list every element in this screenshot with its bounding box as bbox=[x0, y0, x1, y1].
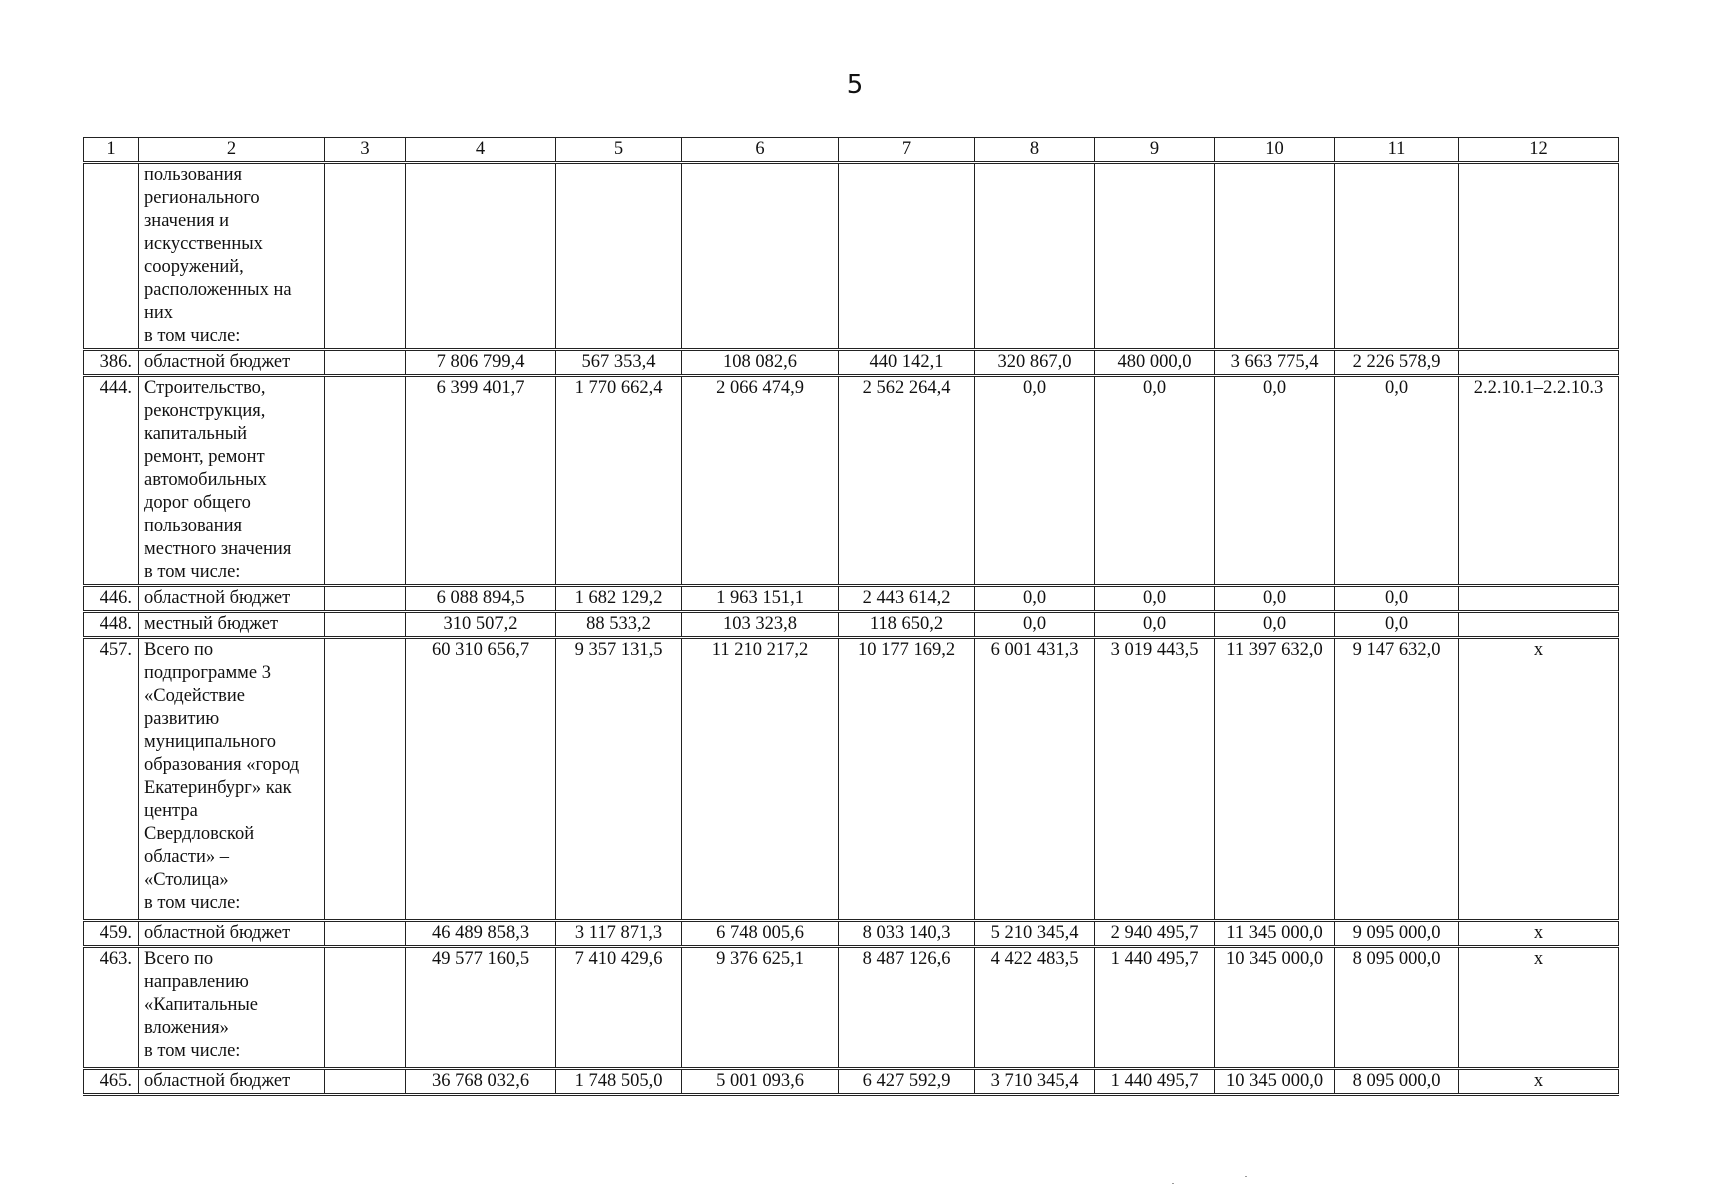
row-name: Всего по подпрограмме 3 «Содействие развитию муниципального образования «город Екатеринбург» как центра Свердловской области» – «Столица» в том числе: bbox=[139, 638, 325, 921]
row-name: Всего по направлению «Капитальные вложения» в том числе: bbox=[139, 947, 325, 1069]
row-name: областной бюджет bbox=[139, 921, 325, 947]
amount-cell: 480 000,0 bbox=[1095, 350, 1215, 376]
table-row bbox=[84, 947, 1619, 1069]
amount-cell: 0,0 bbox=[975, 586, 1095, 612]
reference-cell: x bbox=[1459, 921, 1619, 947]
amount-cell: 10 345 000,0 bbox=[1215, 947, 1335, 1069]
amount-cell: 1 770 662,4 bbox=[556, 376, 682, 586]
row-number: 465. bbox=[84, 1069, 139, 1095]
amount-cell: 0,0 bbox=[1095, 612, 1215, 638]
table-row bbox=[84, 921, 1619, 947]
amount-cell bbox=[682, 163, 839, 350]
reference-cell: x bbox=[1459, 947, 1619, 1069]
amount-cell: 3 710 345,4 bbox=[975, 1069, 1095, 1095]
column-number-header: 4 bbox=[406, 138, 556, 163]
amount-cell: 11 210 217,2 bbox=[682, 638, 839, 921]
amount-cell: 60 310 656,7 bbox=[406, 638, 556, 921]
amount-cell: 8 487 126,6 bbox=[839, 947, 975, 1069]
row-name: областной бюджет bbox=[139, 586, 325, 612]
amount-cell bbox=[406, 163, 556, 350]
amount-cell: 2 066 474,9 bbox=[682, 376, 839, 586]
amount-cell: 310 507,2 bbox=[406, 612, 556, 638]
amount-cell: 2 443 614,2 bbox=[839, 586, 975, 612]
amount-cell: 1 440 495,7 bbox=[1095, 1069, 1215, 1095]
amount-cell bbox=[556, 163, 682, 350]
amount-cell: 0,0 bbox=[1335, 586, 1459, 612]
reference-cell bbox=[1459, 350, 1619, 376]
reference-cell bbox=[1459, 586, 1619, 612]
amount-cell bbox=[1095, 163, 1215, 350]
amount-cell: 440 142,1 bbox=[839, 350, 975, 376]
amount-cell: 9 147 632,0 bbox=[1335, 638, 1459, 921]
amount-cell: 0,0 bbox=[1215, 612, 1335, 638]
amount-cell: 8 095 000,0 bbox=[1335, 1069, 1459, 1095]
amount-cell: 7 806 799,4 bbox=[406, 350, 556, 376]
column-3-value bbox=[325, 586, 406, 612]
amount-cell: 11 397 632,0 bbox=[1215, 638, 1335, 921]
amount-cell: 4 422 483,5 bbox=[975, 947, 1095, 1069]
amount-cell: 1 440 495,7 bbox=[1095, 947, 1215, 1069]
table-row bbox=[84, 586, 1619, 612]
amount-cell: 6 399 401,7 bbox=[406, 376, 556, 586]
reference-cell bbox=[1459, 163, 1619, 350]
amount-cell: 1 682 129,2 bbox=[556, 586, 682, 612]
amount-cell: 9 095 000,0 bbox=[1335, 921, 1459, 947]
amount-cell: 0,0 bbox=[1215, 376, 1335, 586]
column-number-header: 12 bbox=[1459, 138, 1619, 163]
column-3-value bbox=[325, 163, 406, 350]
column-3-value bbox=[325, 376, 406, 586]
table-row bbox=[84, 163, 1619, 350]
amount-cell: 5 001 093,6 bbox=[682, 1069, 839, 1095]
row-name: пользования регионального значения и искусственных сооружений, расположенных на них в том числе: bbox=[139, 163, 325, 350]
column-3-value bbox=[325, 947, 406, 1069]
amount-cell: 2 562 264,4 bbox=[839, 376, 975, 586]
amount-cell: 5 210 345,4 bbox=[975, 921, 1095, 947]
budget-table bbox=[83, 137, 1619, 1096]
column-3-value bbox=[325, 1069, 406, 1095]
column-number-header: 10 bbox=[1215, 138, 1335, 163]
row-number: 459. bbox=[84, 921, 139, 947]
table-row bbox=[84, 1069, 1619, 1095]
table-row bbox=[84, 612, 1619, 638]
amount-cell bbox=[1335, 163, 1459, 350]
reference-cell: x bbox=[1459, 1069, 1619, 1095]
column-3-value bbox=[325, 612, 406, 638]
amount-cell: 6 088 894,5 bbox=[406, 586, 556, 612]
amount-cell: 6 427 592,9 bbox=[839, 1069, 975, 1095]
amount-cell: 6 748 005,6 bbox=[682, 921, 839, 947]
amount-cell: 567 353,4 bbox=[556, 350, 682, 376]
amount-cell: 8 033 140,3 bbox=[839, 921, 975, 947]
column-number-header: 8 bbox=[975, 138, 1095, 163]
amount-cell: 88 533,2 bbox=[556, 612, 682, 638]
amount-cell: 3 117 871,3 bbox=[556, 921, 682, 947]
reference-cell bbox=[1459, 612, 1619, 638]
column-number-header: 9 bbox=[1095, 138, 1215, 163]
column-3-value bbox=[325, 350, 406, 376]
amount-cell: 9 376 625,1 bbox=[682, 947, 839, 1069]
amount-cell: 7 410 429,6 bbox=[556, 947, 682, 1069]
row-number bbox=[84, 163, 139, 350]
amount-cell: 118 650,2 bbox=[839, 612, 975, 638]
amount-cell: 2 226 578,9 bbox=[1335, 350, 1459, 376]
column-number-header-row bbox=[84, 138, 1619, 163]
row-name: Строительство, реконструкция, капитальный ремонт, ремонт автомобильных дорог общего пользования местного значения в том числе: bbox=[139, 376, 325, 586]
amount-cell: 46 489 858,3 bbox=[406, 921, 556, 947]
amount-cell: 1 748 505,0 bbox=[556, 1069, 682, 1095]
amount-cell: 0,0 bbox=[1335, 376, 1459, 586]
column-number-header: 7 bbox=[839, 138, 975, 163]
amount-cell: 0,0 bbox=[1215, 586, 1335, 612]
amount-cell: 0,0 bbox=[1095, 586, 1215, 612]
amount-cell: 0,0 bbox=[1335, 612, 1459, 638]
amount-cell: 103 323,8 bbox=[682, 612, 839, 638]
column-number-header: 1 bbox=[84, 138, 139, 163]
column-3-value bbox=[325, 921, 406, 947]
amount-cell: 2 940 495,7 bbox=[1095, 921, 1215, 947]
column-number-header: 3 bbox=[325, 138, 406, 163]
row-number: 446. bbox=[84, 586, 139, 612]
amount-cell: 0,0 bbox=[1095, 376, 1215, 586]
row-number: 457. bbox=[84, 638, 139, 921]
amount-cell: 108 082,6 bbox=[682, 350, 839, 376]
row-number: 386. bbox=[84, 350, 139, 376]
amount-cell: 3 663 775,4 bbox=[1215, 350, 1335, 376]
amount-cell bbox=[1215, 163, 1335, 350]
table-row bbox=[84, 376, 1619, 586]
scan-speck bbox=[1172, 1183, 1174, 1184]
reference-cell: 2.2.10.1–2.2.10.3 bbox=[1459, 376, 1619, 586]
amount-cell bbox=[839, 163, 975, 350]
amount-cell: 320 867,0 bbox=[975, 350, 1095, 376]
table-row bbox=[84, 350, 1619, 376]
amount-cell: 10 177 169,2 bbox=[839, 638, 975, 921]
amount-cell: 9 357 131,5 bbox=[556, 638, 682, 921]
reference-cell: x bbox=[1459, 638, 1619, 921]
amount-cell: 49 577 160,5 bbox=[406, 947, 556, 1069]
row-name: областной бюджет bbox=[139, 1069, 325, 1095]
amount-cell: 10 345 000,0 bbox=[1215, 1069, 1335, 1095]
row-name: областной бюджет bbox=[139, 350, 325, 376]
table-row bbox=[84, 638, 1619, 921]
amount-cell: 1 963 151,1 bbox=[682, 586, 839, 612]
row-number: 444. bbox=[84, 376, 139, 586]
amount-cell: 6 001 431,3 bbox=[975, 638, 1095, 921]
column-number-header: 5 bbox=[556, 138, 682, 163]
amount-cell: 8 095 000,0 bbox=[1335, 947, 1459, 1069]
amount-cell: 11 345 000,0 bbox=[1215, 921, 1335, 947]
amount-cell: 0,0 bbox=[975, 612, 1095, 638]
row-name: местный бюджет bbox=[139, 612, 325, 638]
column-number-header: 6 bbox=[682, 138, 839, 163]
column-number-header: 11 bbox=[1335, 138, 1459, 163]
page-number: 5 bbox=[846, 70, 864, 100]
column-number-header: 2 bbox=[139, 138, 325, 163]
amount-cell: 0,0 bbox=[975, 376, 1095, 586]
row-number: 448. bbox=[84, 612, 139, 638]
amount-cell: 36 768 032,6 bbox=[406, 1069, 556, 1095]
row-number: 463. bbox=[84, 947, 139, 1069]
amount-cell bbox=[975, 163, 1095, 350]
column-3-value bbox=[325, 638, 406, 921]
scan-speck bbox=[1245, 1176, 1247, 1177]
amount-cell: 3 019 443,5 bbox=[1095, 638, 1215, 921]
